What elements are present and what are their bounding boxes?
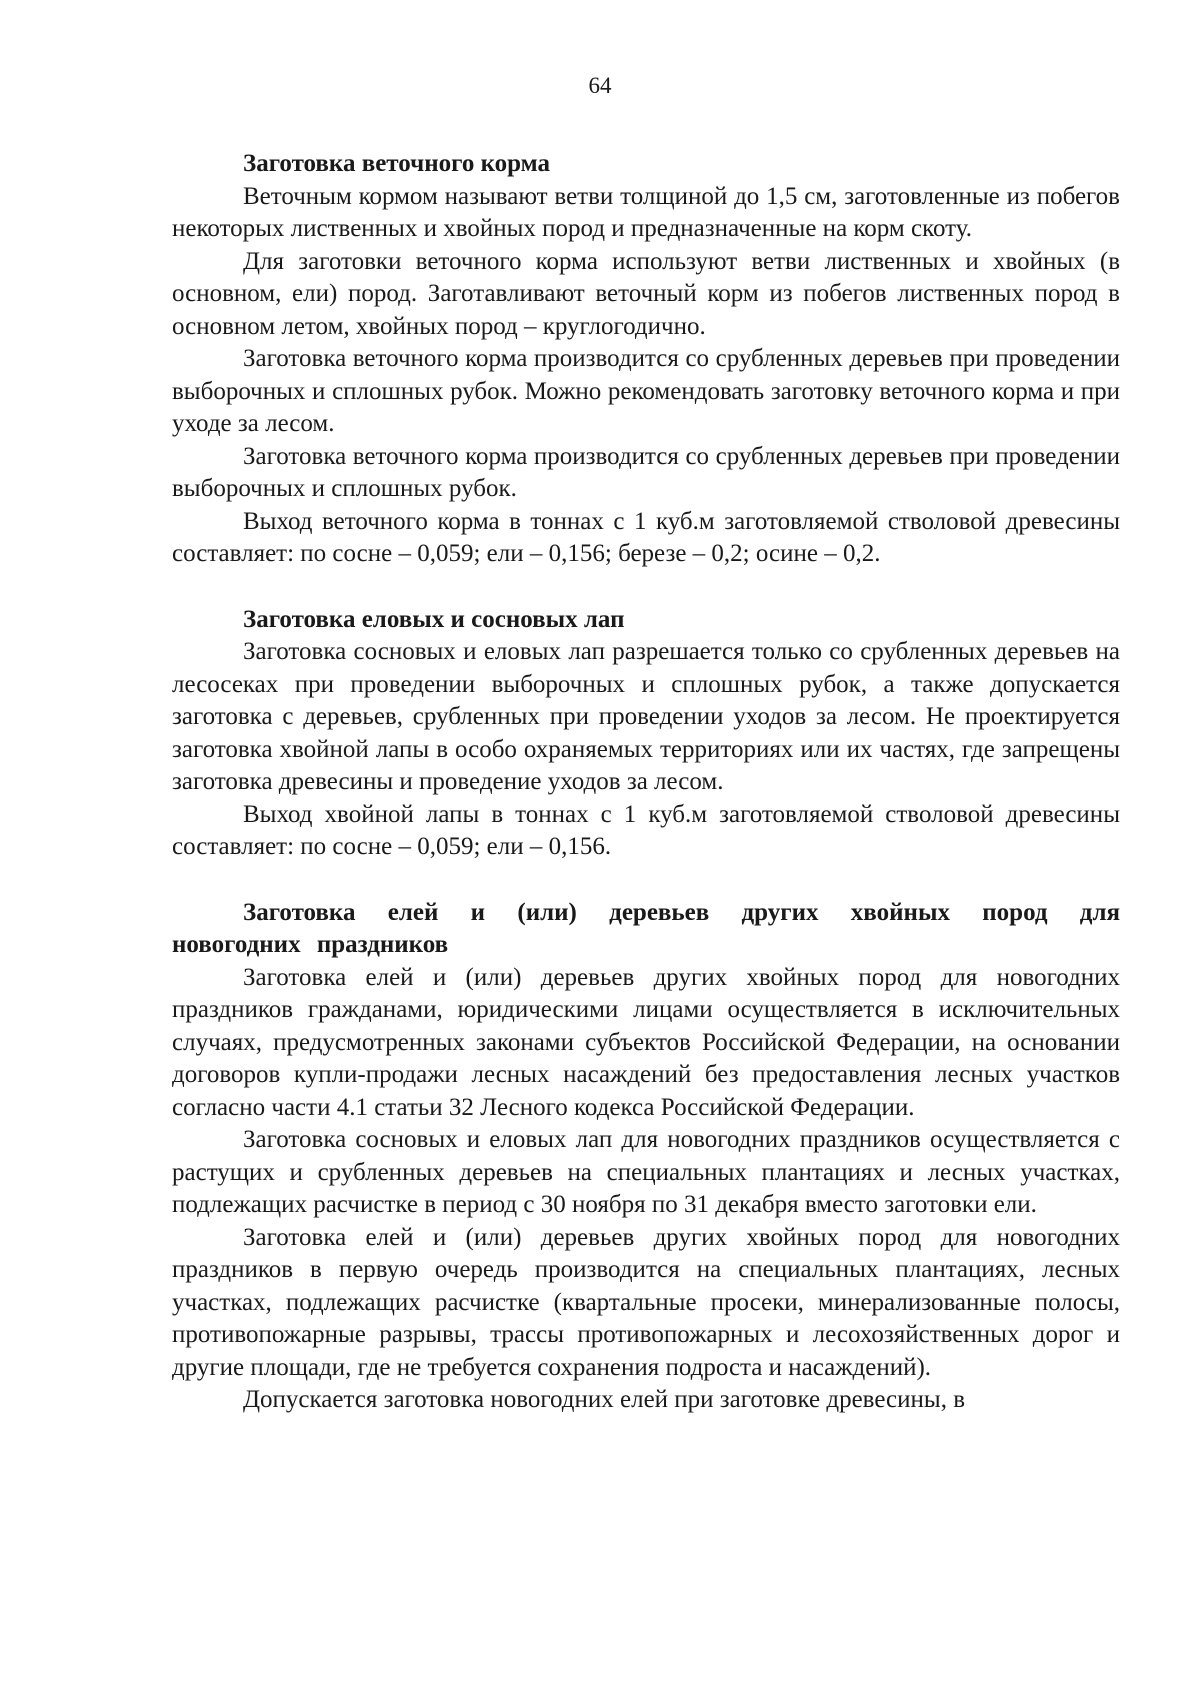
paragraph: Заготовка сосновых и еловых лап разрешается только со срубленных деревьев на лесосеках при проведении выборочных и сплошных рубок, а также допускается заготовка с деревьев, срубленных при проведении уходов за лесом. Не проектируется заготовка хвойной лапы в особо охраняемых территориях или их частях, где запрещены заготовка древесины и проведение уходов за лесом. [172,638,1120,795]
section-heading: Заготовка елей и (или) деревьев других хвойных пород для новогодних праздников [172,898,1120,958]
paragraph: Заготовка елей и (или) деревьев других хвойных пород для новогодних праздников в первую очередь производится на специальных плантациях, лесных участках, подлежащих расчистке (квартальные просеки, минерализованные полосы, противопожарные разрывы, трассы противопожарных и лесохозяйственных дорог и другие площади, где не требуется сохранения подроста и насаждений). [172,1223,1120,1381]
section-new-year-trees [172,897,1120,1417]
paragraph: Для заготовки веточного корма используют ветви лиственных и хвойных (в основном, ели) пород. Заготавливают веточный корм из побегов лиственных пород в основном летом, хвойных пород – круглогодично. [172,247,1120,340]
paragraph: Выход веточного корма в тоннах с 1 куб.м заготовляемой стволовой древесины составляет: по сосне – 0,059; ели – 0,156; березе – 0,2; осине – 0,2. [172,507,1120,567]
document-body [172,148,1120,1417]
paragraph: Заготовка веточного корма производится со срубленных деревьев при проведении выборочных и сплошных рубок. [172,442,1120,502]
paragraph: Веточным кормом называют ветви толщиной до 1,5 см, заготовленные из побегов некоторых лиственных и хвойных пород и предназначенные на корм скоту. [172,182,1120,242]
section-heading: Заготовка веточного корма [243,150,551,177]
paragraph: Заготовка елей и (или) деревьев других хвойных пород для новогодних праздников гражданами, юридическими лицами осуществляется в исключительных случаях, предусмотренных законами субъектов Российской Федерации, на основании договоров купли-продажи лесных насаждений без предоставления лесных участков согласно части 4.1 статьи 32 Лесного кодекса Российской Федерации. [172,963,1120,1121]
paragraph: Заготовка веточного корма производится со срубленных деревьев при проведении выборочных и сплошных рубок. Можно рекомендовать заготовку веточного корма и при уходе за лесом. [172,345,1120,437]
paragraph: Заготовка сосновых и еловых лап для новогодних праздников осуществляется с растущих и срубленных деревьев на специальных плантациях и лесных участках, подлежащих расчистке в период с 30 ноября по 31 декабря вместо заготовки ели. [172,1126,1120,1218]
paragraph: Допускается заготовка новогодних елей при заготовке древесины, в [243,1386,965,1413]
page-number: 64 [588,73,612,98]
section-branch-feed [172,148,1120,571]
paragraph: Выход хвойной лапы в тоннах с 1 куб.м заготовляемой стволовой древесины составляет: по сосне – 0,059; ели – 0,156. [172,800,1120,860]
section-conifer-branches [172,604,1120,864]
section-heading: Заготовка еловых и сосновых лап [243,605,625,633]
